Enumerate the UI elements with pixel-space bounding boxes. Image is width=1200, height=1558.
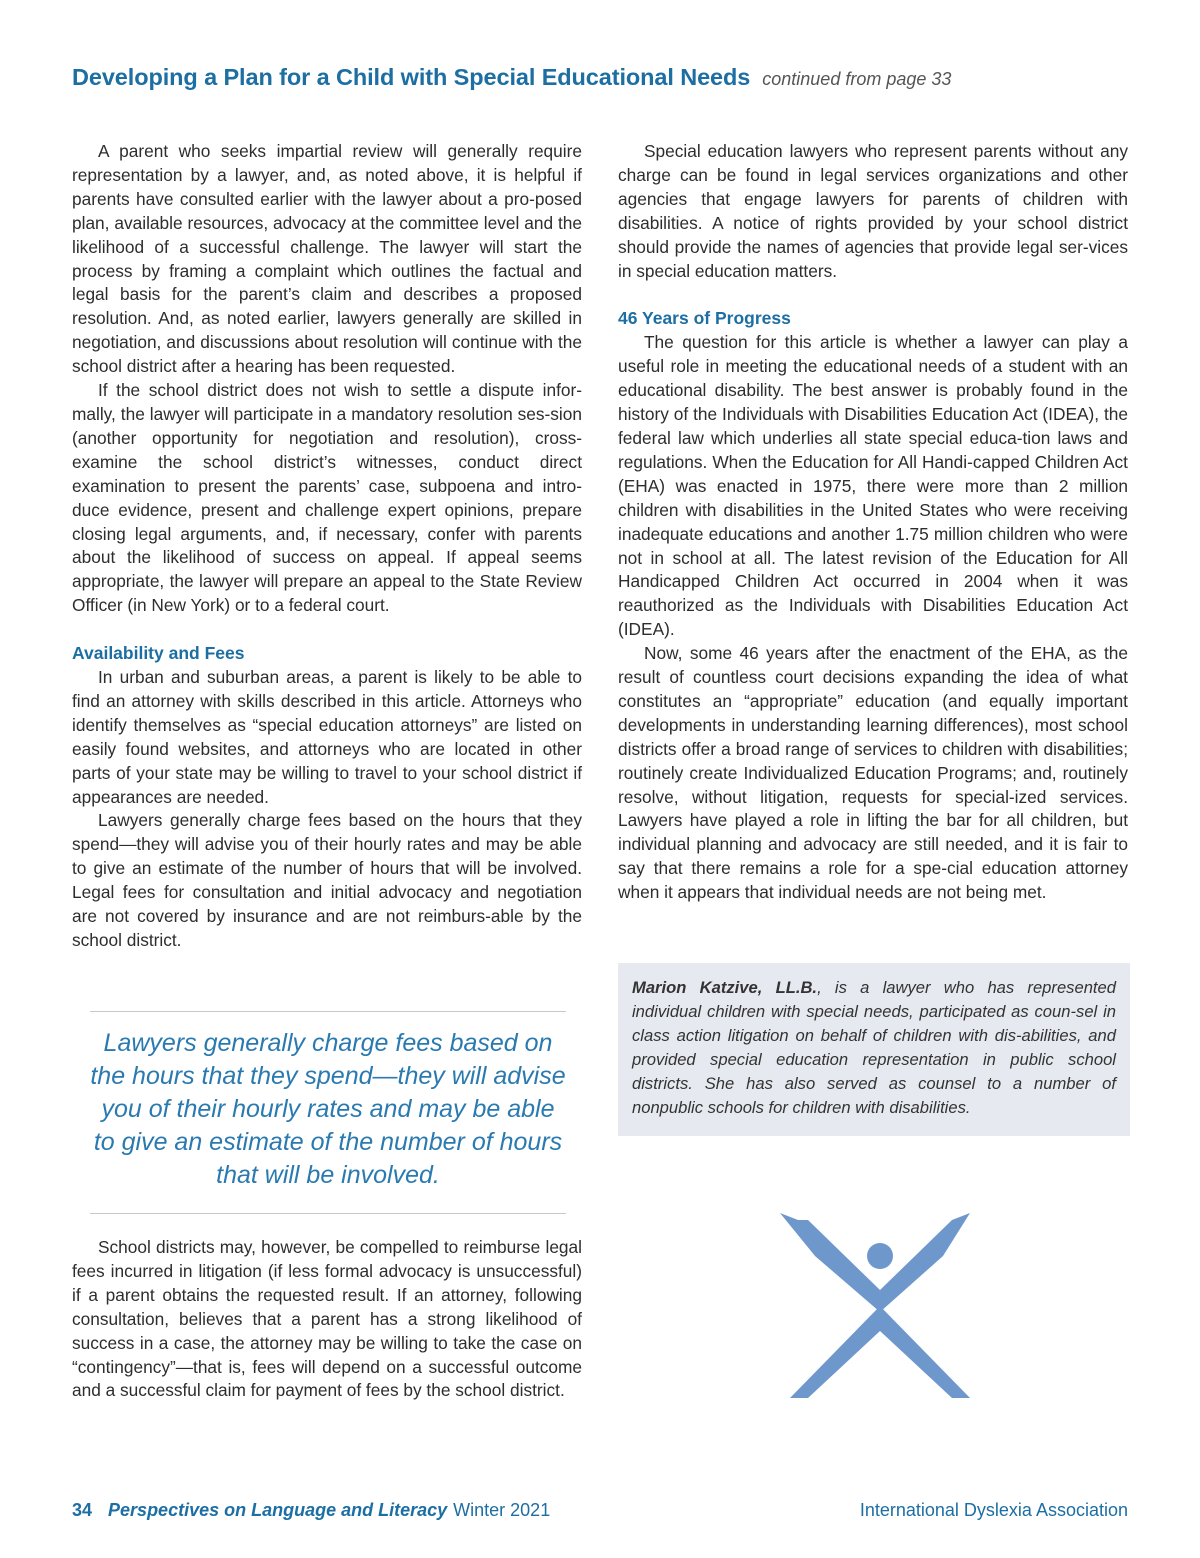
- article-header: [72, 64, 1132, 91]
- paragraph: Special education lawyers who represent parents without any charge can be found in legal services organizations and other agencies that engage lawyers for parents of children with disabilities. A notice of rights provided by your school district should provide the names of agencies that provide legal ser-vices in special education matters.: [618, 141, 1128, 281]
- author-bio-text: , is a lawyer who has represented individual children with special needs, participated as coun-sel in class action litigation on behalf of children with dis-abilities, and provided special education representation in public school districts. She has also served as counsel to a number of nonpublic schools for children with disabilities.: [632, 978, 1116, 1117]
- paragraph: Lawyers generally charge fees based on the hours that they spend—they will advise you of their hourly rates and may be able to give an estimate of the number of hours that will be involved. Legal fees for consultation and initial advocacy and negotiation are not covered by insurance and are not reimburs-able by the school district.: [72, 810, 582, 950]
- section-heading-progress: 46 Years of Progress: [618, 308, 791, 329]
- page-number: 34: [72, 1500, 93, 1520]
- section-heading-fees: Availability and Fees: [72, 643, 245, 664]
- page-footer: [72, 1500, 1128, 1521]
- author-name: Marion Katzive, LL.B.: [632, 978, 818, 997]
- ida-figure-logo-icon: [780, 1208, 980, 1408]
- paragraph: If the school district does not wish to settle a dispute infor-mally, the lawyer will participate in a mandatory resolution ses-sion (another opportunity for negotiation and resolution), cross-examine the school district’s witnesses, conduct direct examination to present the parents’ case, subpoena and intro-duce evidence, present and challenge expert opinions, prepare closing legal arguments, and, if necessary, confer with parents about the likelihood of success on appeal. If appeal seems appropriate, the lawyer will prepare an appeal to the State Review Officer (in New York) or to a federal court.: [72, 380, 582, 616]
- pull-quote-text: Lawyers generally charge fees based on the hours that they spend—they will advise you of their hourly rates and may be able to give an estimate of the number of hours that will be involved.: [90, 1029, 566, 1189]
- pull-quote: [90, 1011, 566, 1214]
- paragraph: In urban and suburban areas, a parent is likely to be able to find an attorney with skills described in this article. Attorneys who identify themselves as “special education attorneys” are listed on easily found websites, and attorneys who are located in other parts of your state may be willing to travel to your school district if appearances are needed.: [72, 667, 582, 807]
- paragraph: The question for this article is whether a lawyer can play a useful role in meeting the educational needs of a student with an educational disability. The best answer is probably found in the history of the Individuals with Disabilities Education Act (IDEA), the federal law which underlies all state special educa-tion laws and regulations. When the Education for All Handi-capped Children Act (EHA) was enacted in 1975, there were more than 2 million children with disabilities in the United States who were receiving inadequate educations and another 1.75 million children who were not in school at all. The latest revision of the Education for All Handicapped Children Act occurred in 2004 when it was reauthorized as the Individuals with Disabilities Education Act (IDEA).: [618, 332, 1128, 640]
- author-bio: [618, 963, 1130, 1136]
- paragraph: School districts may, however, be compelled to reimburse legal fees incurred in litigation (if less formal advocacy is unsuccessful) if a parent obtains the requested result. If an attorney, following consultation, believes that a parent has a strong likelihood of success in a case, the attorney may be willing to take the case on “contingency”—that is, fees will depend on a successful outcome and a successful claim for payment of fees by the school district.: [72, 1237, 582, 1401]
- article-title: Developing a Plan for a Child with Special Educational Needs: [72, 64, 751, 90]
- continued-note: continued from page 33: [762, 69, 952, 89]
- paragraph: A parent who seeks impartial review will generally require representation by a lawyer, and, as noted above, it is helpful if parents have consulted earlier with the lawyer about a pro-posed plan, available resources, advocacy at the committee level and the likelihood of a successful challenge. The lawyer will start the process by framing a complaint which outlines the factual and legal basis for the parent’s claim and describes a proposed resolution. And, as noted earlier, lawyers generally are skilled in negotiation, and discussions about resolution will continue with the school district after a hearing has been requested.: [72, 141, 582, 377]
- journal-name: Perspectives on Language and Literacy: [108, 1500, 448, 1520]
- issue-date: Winter 2021: [453, 1500, 551, 1520]
- left-column: [72, 140, 582, 953]
- left-column-bottom: [72, 1236, 582, 1403]
- organization-name: International Dyslexia Association: [859, 1500, 1128, 1520]
- right-column: [618, 140, 1128, 905]
- paragraph: Now, some 46 years after the enactment of the EHA, as the result of countless court decisions expanding the idea of what constitutes an “appropriate” education (and equally important developments in understanding learning differences), most school districts offer a broad range of services to children with disabilities; routinely create Individualized Education Programs; and, routinely resolve, without litigation, requests for special-ized services. Lawyers have played a role in lifting the bar for all children, but individual planning and advocacy are still needed, and it is fair to say that there remains a role for a spe-cial education attorney when it appears that individual needs are not being met.: [618, 643, 1128, 903]
